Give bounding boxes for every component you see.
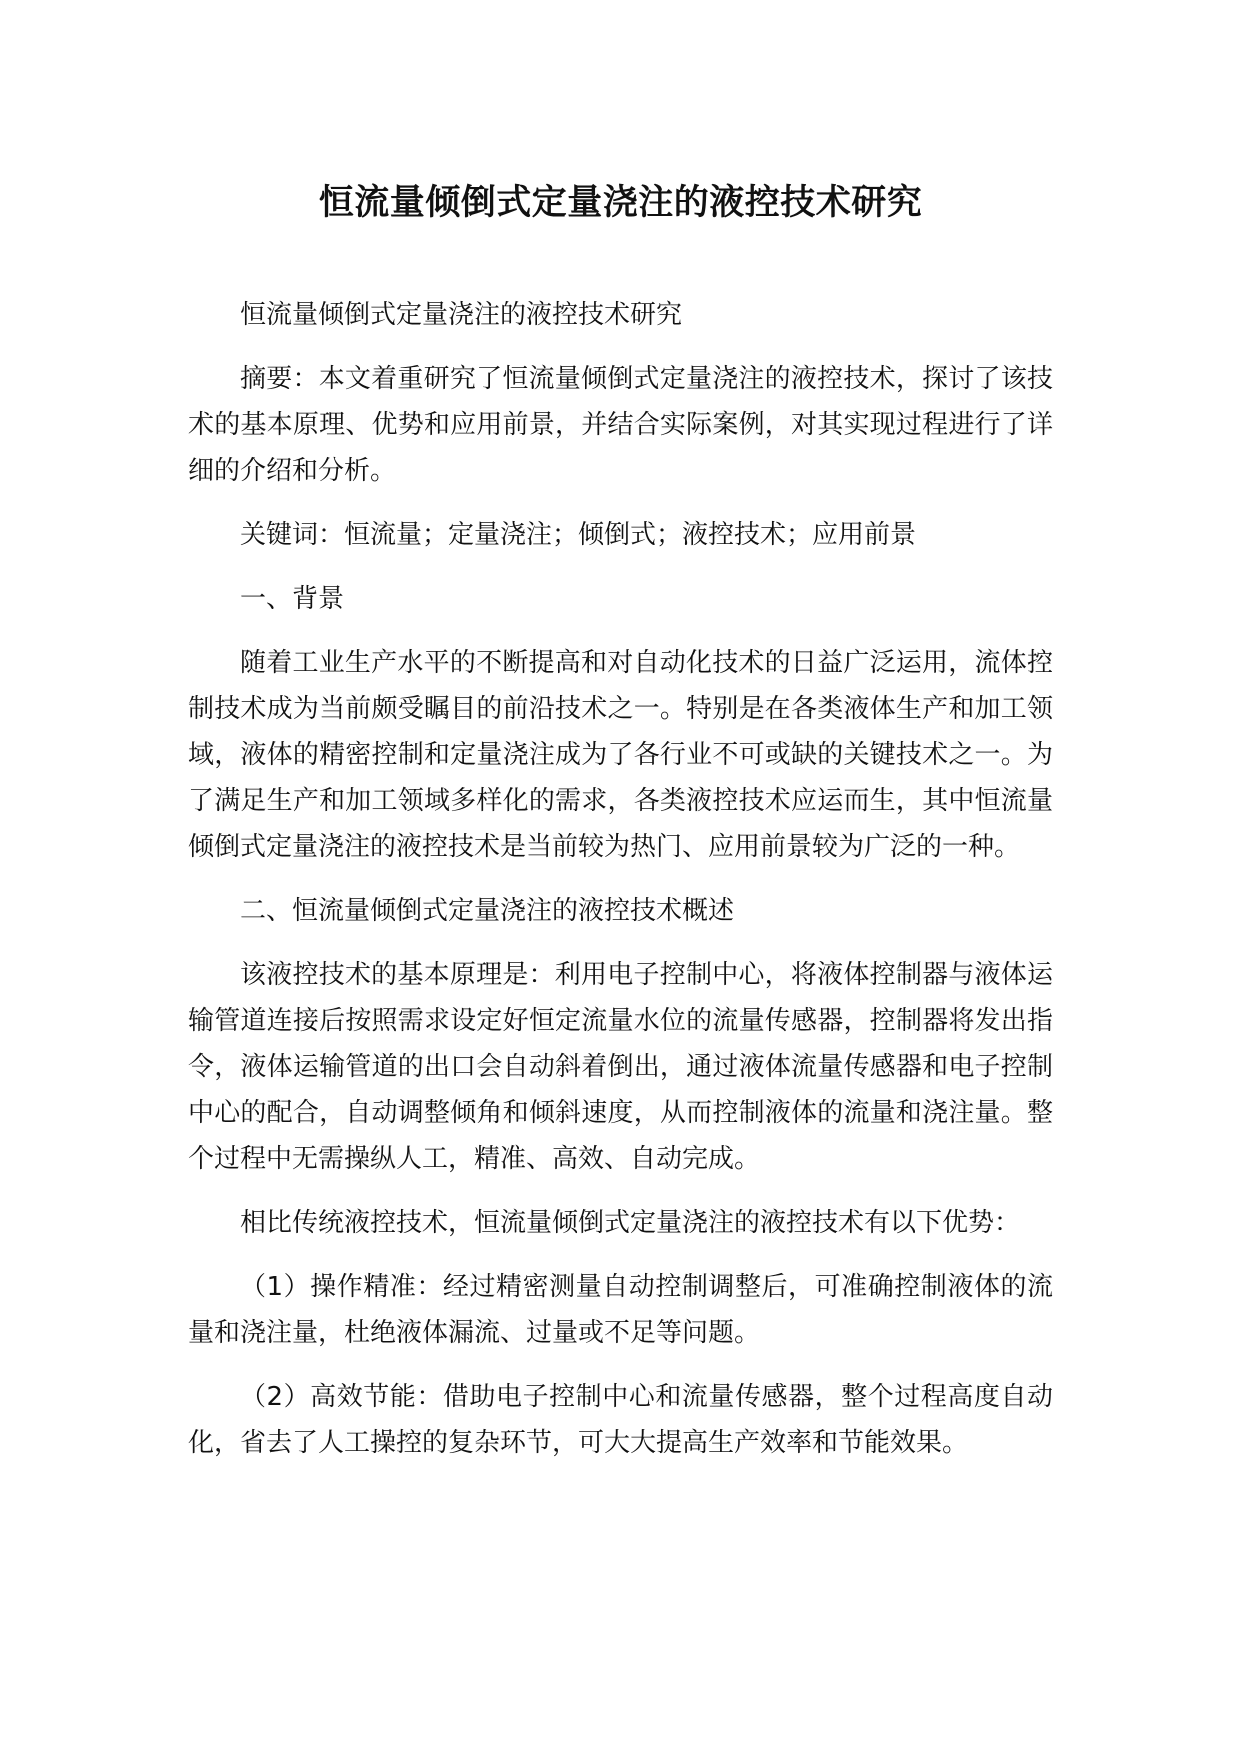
- section-heading-background: 一、背景: [240, 584, 345, 614]
- section-heading-overview: 二、恒流量倾倒式定量浇注的液控技术概述: [240, 896, 735, 926]
- keywords-paragraph: 关键词：恒流量；定量浇注；倾倒式；液控技术；应用前景: [240, 520, 917, 550]
- subtitle-paragraph: 恒流量倾倒式定量浇注的液控技术研究: [240, 300, 683, 330]
- principle-paragraph: 该液控技术的基本原理是：利用电子控制中心，将液体控制器与液体运输管道连接后按照需求设定好恒定流量水位的流量传感器，控制器将发出指令，液体运输管道的出口会自动斜着倒出，通过液体流量传感器和电子控制中心的配合，自动调整倾角和倾斜速度，从而控制液体的流量和浇注量。整个过程中无需操纵人工，精准、高效、自动完成。: [188, 960, 1053, 1174]
- document-title: 恒流量倾倒式定量浇注的液控技术研究: [318, 183, 923, 223]
- document-body: [188, 292, 1053, 1484]
- abstract-paragraph: 摘要：本文着重研究了恒流量倾倒式定量浇注的液控技术，探讨了该技术的基本原理、优势和应用前景，并结合实际案例，对其实现过程进行了详细的介绍和分析。: [188, 364, 1053, 486]
- advantage-item-2: （2）高效节能：借助电子控制中心和流量传感器，整个过程高度自动化，省去了人工操控的复杂环节，可大大提高生产效率和节能效果。: [188, 1382, 1053, 1458]
- background-paragraph: 随着工业生产水平的不断提高和对自动化技术的日益广泛运用，流体控制技术成为当前颇受瞩目的前沿技术之一。特别是在各类液体生产和加工领域，液体的精密控制和定量浇注成为了各行业不可或缺的关键技术之一。为了满足生产和加工领域多样化的需求，各类液控技术应运而生，其中恒流量倾倒式定量浇注的液控技术是当前较为热门、应用前景较为广泛的一种。: [188, 648, 1053, 862]
- advantages-intro-paragraph: 相比传统液控技术，恒流量倾倒式定量浇注的液控技术有以下优势：: [240, 1208, 1021, 1238]
- advantage-item-1: （1）操作精准：经过精密测量自动控制调整后，可准确控制液体的流量和浇注量，杜绝液体漏流、过量或不足等问题。: [188, 1272, 1053, 1348]
